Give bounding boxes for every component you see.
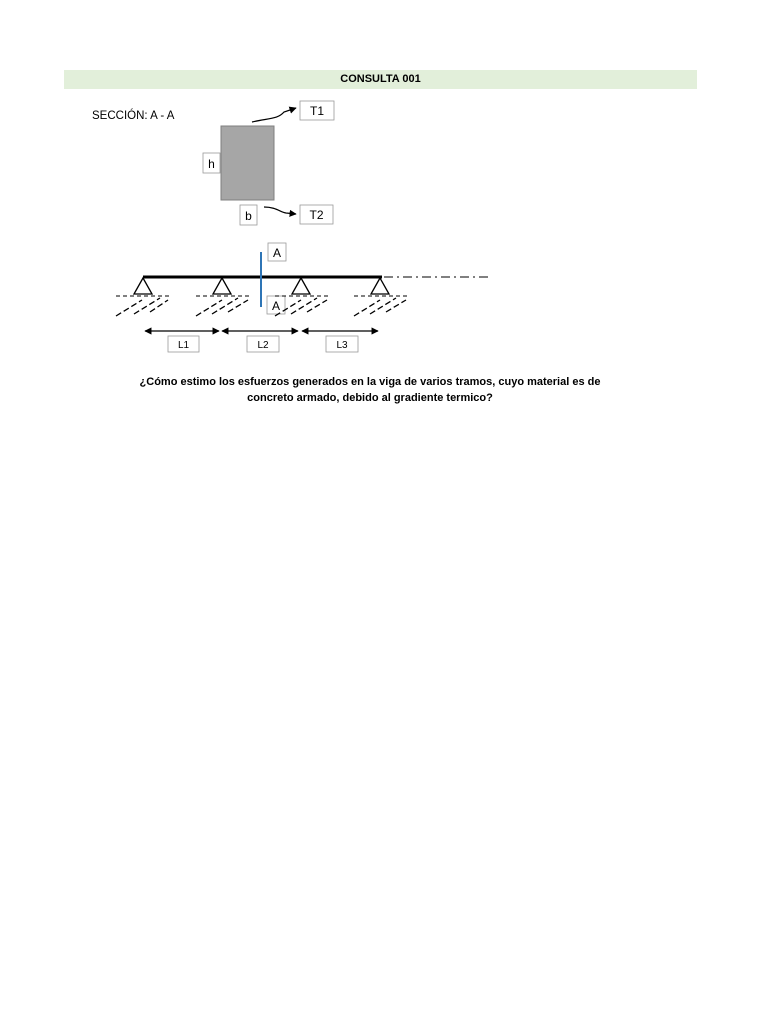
cut-label-bottom: A bbox=[271, 299, 281, 313]
continuous-beam bbox=[116, 243, 488, 352]
question-text bbox=[100, 374, 640, 406]
question-line-1: ¿Cómo estimo los esfuerzos generados en la viga de varios tramos, cuyo material es de bbox=[139, 376, 601, 388]
support-1 bbox=[116, 278, 170, 316]
span-l1-label: L1 bbox=[177, 340, 190, 351]
cut-label-top: A bbox=[272, 246, 282, 260]
t1-arrow bbox=[252, 108, 296, 122]
support-2 bbox=[196, 278, 250, 316]
height-label: h bbox=[208, 157, 215, 171]
cross-section bbox=[203, 101, 334, 225]
t1-label: T1 bbox=[309, 104, 325, 118]
structural-diagram bbox=[0, 0, 768, 420]
t2-arrow bbox=[264, 207, 296, 214]
span-l2-label: L2 bbox=[257, 340, 269, 351]
span-l1 bbox=[145, 331, 219, 352]
t2-label: T2 bbox=[309, 208, 324, 222]
support-4 bbox=[354, 278, 408, 316]
base-label: b bbox=[245, 209, 252, 223]
span-l3 bbox=[302, 331, 378, 352]
question-line-2: concreto armado, debido al gradiente termico? bbox=[247, 392, 493, 404]
section-label: SECCIÓN: A - A bbox=[92, 110, 175, 122]
span-l2 bbox=[222, 331, 298, 352]
span-l3-label: L3 bbox=[336, 340, 348, 351]
page-title: CONSULTA 001 bbox=[340, 73, 421, 85]
section-rectangle bbox=[221, 126, 274, 200]
